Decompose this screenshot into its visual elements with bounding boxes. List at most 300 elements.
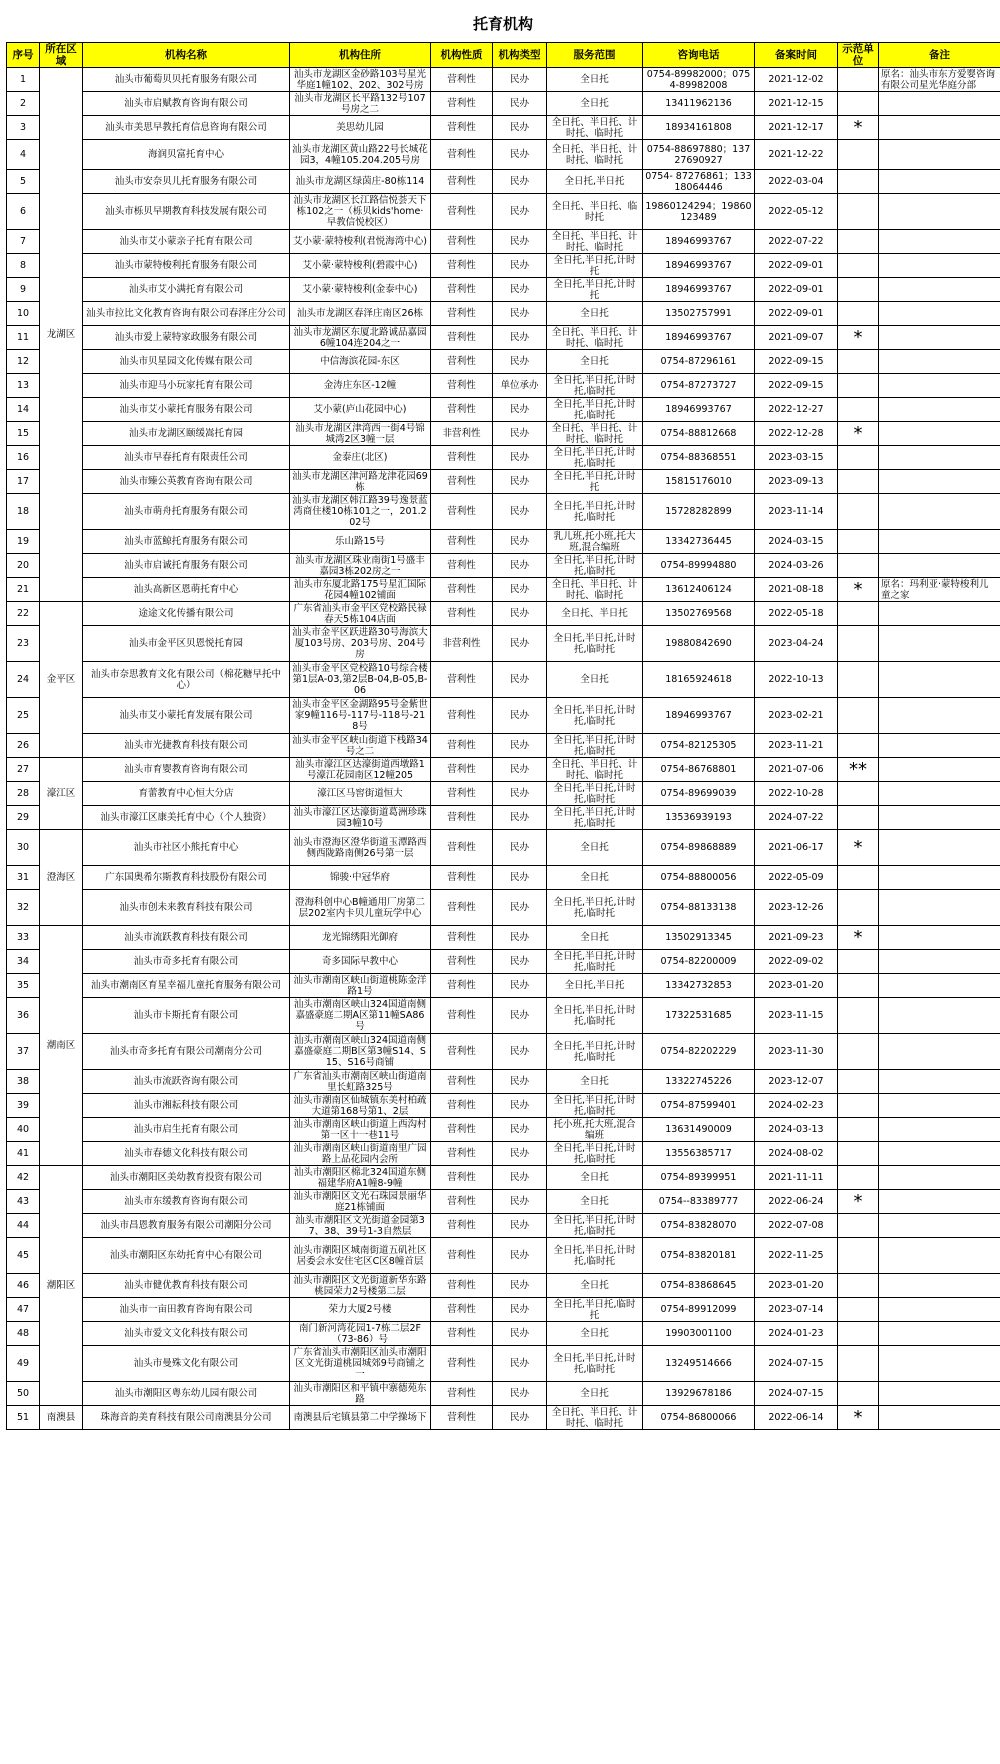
institution-nature: 营利性 xyxy=(431,494,493,530)
service-scope: 全日托,半日托 xyxy=(547,974,643,998)
institution-type: 民办 xyxy=(493,1382,547,1406)
row-index: 45 xyxy=(7,1238,40,1274)
header-scope: 服务范围 xyxy=(547,43,643,68)
filing-date: 2023-11-21 xyxy=(755,734,838,758)
filing-date: 2021-11-11 xyxy=(755,1166,838,1190)
institution-nature: 营利性 xyxy=(431,68,493,92)
institution-address: 荣力大厦2号楼 xyxy=(290,1298,431,1322)
institution-address: 汕头市金平区峡山街道下栈路34号之二 xyxy=(290,734,431,758)
table-row xyxy=(7,140,1000,170)
institution-address: 广东省汕头市潮南区峡山街道南里长虹路325号 xyxy=(290,1070,431,1094)
table-row xyxy=(7,422,1000,446)
institution-address: 汕头市潮南区峡山324国道南侧嘉盛豪庭二期A区第11幢SA86号 xyxy=(290,998,431,1034)
service-scope: 全日托 xyxy=(547,302,643,326)
institution-name: 汕头市臻公英教育咨询有限公司 xyxy=(83,470,290,494)
institution-type: 民办 xyxy=(493,926,547,950)
contact-phone: 0754-87296161 xyxy=(643,350,755,374)
contact-phone: 0754--83389777 xyxy=(643,1190,755,1214)
model-unit-mark xyxy=(838,446,879,470)
institution-name: 汕头市启赋教育咨询有限公司 xyxy=(83,92,290,116)
contact-phone: 0754-89982000；0754-89982008 xyxy=(643,68,755,92)
remark xyxy=(879,1298,1000,1322)
service-scope: 全日托,半日托,计时托 xyxy=(547,470,643,494)
institution-nature: 营利性 xyxy=(431,806,493,830)
region-cell: 龙湖区 xyxy=(40,68,83,602)
header-model-unit: 示范单位 xyxy=(838,43,879,68)
remark xyxy=(879,554,1000,578)
filing-date: 2022-09-15 xyxy=(755,350,838,374)
service-scope: 全日托,半日托,计时托,临时托 xyxy=(547,1094,643,1118)
row-index: 18 xyxy=(7,494,40,530)
table-row xyxy=(7,554,1000,578)
contact-phone: 15728282899 xyxy=(643,494,755,530)
institution-address: 汕头市潮南区峡山324国道南侧嘉盛豪庭二期B区第3幢S14、S15、S16号商铺 xyxy=(290,1034,431,1070)
institution-name: 汕头市蒙特梭利托育服务有限公司 xyxy=(83,254,290,278)
table-row xyxy=(7,926,1000,950)
row-index: 10 xyxy=(7,302,40,326)
institution-nature: 营利性 xyxy=(431,254,493,278)
institution-name: 汕头市龙湖区颐缓嵩托育园 xyxy=(83,422,290,446)
institution-type: 单位承办 xyxy=(493,374,547,398)
service-scope: 全日托、半日托、计时托、临时托 xyxy=(547,1406,643,1430)
contact-phone: 0754-83828070 xyxy=(643,1214,755,1238)
institution-nature: 营利性 xyxy=(431,698,493,734)
institution-name: 汕头市社区小熊托育中心 xyxy=(83,830,290,866)
table-row xyxy=(7,662,1000,698)
row-index: 27 xyxy=(7,758,40,782)
contact-phone: 19860124294；19860123489 xyxy=(643,194,755,230)
service-scope: 全日托,半日托,计时托,临时托 xyxy=(547,998,643,1034)
filing-date: 2024-08-02 xyxy=(755,1142,838,1166)
remark xyxy=(879,194,1000,230)
institution-address: 乐山路15号 xyxy=(290,530,431,554)
institution-address: 艾小蒙·蒙特梭利(金泰中心) xyxy=(290,278,431,302)
filing-date: 2022-12-28 xyxy=(755,422,838,446)
institution-address: 美思幼儿园 xyxy=(290,116,431,140)
model-unit-mark xyxy=(838,194,879,230)
institution-name: 汕头市湘耘科技有限公司 xyxy=(83,1094,290,1118)
institution-address: 汕头市潮阳区文光街道金园第37、38、39号1-3自然层 xyxy=(290,1214,431,1238)
institution-address: 汕头市澄海区澄华街道玉潭路西侧西陇路南侧26号第一层 xyxy=(290,830,431,866)
institution-nature: 营利性 xyxy=(431,302,493,326)
institution-name: 汕头市金平区贝恩悦托育园 xyxy=(83,626,290,662)
table-row xyxy=(7,782,1000,806)
service-scope: 全日托、半日托、计时托、临时托 xyxy=(547,116,643,140)
contact-phone: 17322531685 xyxy=(643,998,755,1034)
contact-phone: 0754-86768801 xyxy=(643,758,755,782)
table-row xyxy=(7,374,1000,398)
filing-date: 2023-07-14 xyxy=(755,1298,838,1322)
table-row xyxy=(7,350,1000,374)
remark xyxy=(879,830,1000,866)
row-index: 39 xyxy=(7,1094,40,1118)
institution-nature: 营利性 xyxy=(431,140,493,170)
institution-name: 汕头市艾小满托育有限公司 xyxy=(83,278,290,302)
filing-date: 2021-09-23 xyxy=(755,926,838,950)
institution-type: 民办 xyxy=(493,1298,547,1322)
institution-address: 广东省汕头市潮阳区汕头市潮阳区文光街道桃园城郊9号商铺之一 xyxy=(290,1346,431,1382)
filing-date: 2023-09-13 xyxy=(755,470,838,494)
filing-date: 2022-09-01 xyxy=(755,254,838,278)
filing-date: 2023-01-20 xyxy=(755,974,838,998)
institution-address: 汕头市龙湖区黄山路22号长城花园3，4幢105.204.205号房 xyxy=(290,140,431,170)
service-scope: 全日托,半日托,计时托,临时托 xyxy=(547,1214,643,1238)
institution-nature: 营利性 xyxy=(431,890,493,926)
contact-phone: 18946993767 xyxy=(643,698,755,734)
row-index: 16 xyxy=(7,446,40,470)
institution-name: 海润贝富托育中心 xyxy=(83,140,290,170)
remark xyxy=(879,866,1000,890)
table-row xyxy=(7,626,1000,662)
remark xyxy=(879,470,1000,494)
row-index: 1 xyxy=(7,68,40,92)
institution-address: 艾小蒙·蒙特梭利(君悦海湾中心) xyxy=(290,230,431,254)
table-row xyxy=(7,494,1000,530)
institution-type: 民办 xyxy=(493,92,547,116)
contact-phone: 13342732853 xyxy=(643,974,755,998)
table-row xyxy=(7,950,1000,974)
contact-phone: 0754- 87276861；13318064446 xyxy=(643,170,755,194)
service-scope: 全日托,半日托,计时托 xyxy=(547,254,643,278)
table-row xyxy=(7,1382,1000,1406)
model-unit-mark xyxy=(838,1346,879,1382)
table-row xyxy=(7,974,1000,998)
institution-name: 汕头市春德文化科技有限公司 xyxy=(83,1142,290,1166)
institution-nature: 营利性 xyxy=(431,1322,493,1346)
remark xyxy=(879,350,1000,374)
institution-nature: 营利性 xyxy=(431,926,493,950)
row-index: 13 xyxy=(7,374,40,398)
service-scope: 全日托 xyxy=(547,92,643,116)
institution-type: 民办 xyxy=(493,554,547,578)
institution-name: 汕头市蓝鲸托育服务有限公司 xyxy=(83,530,290,554)
institution-type: 民办 xyxy=(493,326,547,350)
table-body xyxy=(7,68,1000,1430)
remark xyxy=(879,998,1000,1034)
model-unit-mark xyxy=(838,554,879,578)
institution-address: 汕头市龙湖区韩江路39号逸景蓝湾商住楼10栋101之一，201.202号 xyxy=(290,494,431,530)
model-unit-mark xyxy=(838,698,879,734)
row-index: 32 xyxy=(7,890,40,926)
header-nature: 机构性质 xyxy=(431,43,493,68)
table-row xyxy=(7,1070,1000,1094)
table-row xyxy=(7,1190,1000,1214)
filing-date: 2023-11-30 xyxy=(755,1034,838,1070)
model-unit-mark xyxy=(838,1238,879,1274)
model-unit-mark xyxy=(838,1094,879,1118)
institution-name: 汕头市创未来教育科技有限公司 xyxy=(83,890,290,926)
service-scope: 全日托,半日托,计时托,临时托 xyxy=(547,806,643,830)
contact-phone: 13502913345 xyxy=(643,926,755,950)
table-row xyxy=(7,1322,1000,1346)
institution-name: 汕头市安奈贝儿托育服务有限公司 xyxy=(83,170,290,194)
row-index: 20 xyxy=(7,554,40,578)
contact-phone: 0754-89994880 xyxy=(643,554,755,578)
filing-date: 2023-04-24 xyxy=(755,626,838,662)
institution-type: 民办 xyxy=(493,422,547,446)
remark xyxy=(879,1346,1000,1382)
table-row xyxy=(7,278,1000,302)
model-unit-mark xyxy=(838,494,879,530)
institution-type: 民办 xyxy=(493,830,547,866)
institution-name: 汕头市奇多托育有限公司潮南分公司 xyxy=(83,1034,290,1070)
remark xyxy=(879,1274,1000,1298)
filing-date: 2024-03-13 xyxy=(755,1118,838,1142)
model-unit-mark xyxy=(838,530,879,554)
table-row xyxy=(7,866,1000,890)
institution-name: 汕头市潮南区育星幸福儿童托育服务有限公司 xyxy=(83,974,290,998)
institution-type: 民办 xyxy=(493,1406,547,1430)
model-unit-mark xyxy=(838,254,879,278)
row-index: 19 xyxy=(7,530,40,554)
institution-nature: 营利性 xyxy=(431,470,493,494)
table-row xyxy=(7,1094,1000,1118)
remark xyxy=(879,782,1000,806)
institution-type: 民办 xyxy=(493,1034,547,1070)
filing-date: 2022-05-09 xyxy=(755,866,838,890)
institution-address: 濠江区马窖街道恒大 xyxy=(290,782,431,806)
filing-date: 2023-11-15 xyxy=(755,998,838,1034)
row-index: 9 xyxy=(7,278,40,302)
service-scope: 全日托,半日托,计时托,临时托 xyxy=(547,446,643,470)
remark xyxy=(879,662,1000,698)
filing-date: 2022-06-14 xyxy=(755,1406,838,1430)
row-index: 34 xyxy=(7,950,40,974)
filing-date: 2022-07-22 xyxy=(755,230,838,254)
service-scope: 全日托 xyxy=(547,1274,643,1298)
row-index: 37 xyxy=(7,1034,40,1070)
row-index: 4 xyxy=(7,140,40,170)
row-index: 21 xyxy=(7,578,40,602)
institution-address: 汕头市濠江区达濠街道西墩路1号濠江花园南区12幢205 xyxy=(290,758,431,782)
service-scope: 全日托,半日托,计时托,临时托 xyxy=(547,698,643,734)
table-row xyxy=(7,230,1000,254)
institution-nature: 营利性 xyxy=(431,950,493,974)
institution-nature: 营利性 xyxy=(431,1070,493,1094)
institution-nature: 营利性 xyxy=(431,530,493,554)
institution-address: 金涛庄东区-12幢 xyxy=(290,374,431,398)
row-index: 17 xyxy=(7,470,40,494)
row-index: 49 xyxy=(7,1346,40,1382)
model-unit-mark xyxy=(838,626,879,662)
institution-address: 锦骏·中冠华府 xyxy=(290,866,431,890)
institution-nature: 营利性 xyxy=(431,782,493,806)
service-scope: 全日托,半日托,计时托,临时托 xyxy=(547,626,643,662)
institution-nature: 营利性 xyxy=(431,578,493,602)
institution-name: 广东国奥希尔斯教育科技股份有限公司 xyxy=(83,866,290,890)
institution-nature: 营利性 xyxy=(431,1214,493,1238)
institution-nature: 营利性 xyxy=(431,170,493,194)
remark: 原名：玛利亚·蒙特梭利儿童之家 xyxy=(879,578,1000,602)
remark xyxy=(879,806,1000,830)
filing-date: 2022-09-01 xyxy=(755,302,838,326)
remark xyxy=(879,374,1000,398)
institution-nature: 营利性 xyxy=(431,1274,493,1298)
institution-name: 汕头市健优教育科技有限公司 xyxy=(83,1274,290,1298)
service-scope: 全日托,半日托,计时托,临时托 xyxy=(547,1142,643,1166)
contact-phone: 18946993767 xyxy=(643,254,755,278)
region-cell: 澄海区 xyxy=(40,830,83,926)
row-index: 38 xyxy=(7,1070,40,1094)
row-index: 44 xyxy=(7,1214,40,1238)
institution-name: 汕头市曼殊文化有限公司 xyxy=(83,1346,290,1382)
institution-address: 汕头市龙湖区绿茵庄-80栋114 xyxy=(290,170,431,194)
model-unit-mark: * xyxy=(838,926,879,950)
remark xyxy=(879,1238,1000,1274)
contact-phone: 0754-88812668 xyxy=(643,422,755,446)
institution-name: 汕头高新区恩萌托育中心 xyxy=(83,578,290,602)
institution-address: 汕头市龙湖区津河路龙津花园69栋 xyxy=(290,470,431,494)
institution-type: 民办 xyxy=(493,950,547,974)
contact-phone: 13612406124 xyxy=(643,578,755,602)
model-unit-mark xyxy=(838,1214,879,1238)
institution-name: 汕头市美思早教托育信息咨询有限公司 xyxy=(83,116,290,140)
institution-name: 汕头市潮阳区粤东幼儿园有限公司 xyxy=(83,1382,290,1406)
institution-type: 民办 xyxy=(493,1346,547,1382)
institution-nature: 营利性 xyxy=(431,1118,493,1142)
service-scope: 全日托 xyxy=(547,1190,643,1214)
row-index: 31 xyxy=(7,866,40,890)
institution-name: 汕头市艾小蒙托育发展有限公司 xyxy=(83,698,290,734)
document-title: 托育机构 xyxy=(472,15,533,33)
institution-address: 广东省汕头市金平区党校路民禄春天5栋104店面 xyxy=(290,602,431,626)
remark xyxy=(879,1034,1000,1070)
service-scope: 托小班,托大班,混合编班 xyxy=(547,1118,643,1142)
remark xyxy=(879,230,1000,254)
institution-name: 汕头市昌恩教育服务有限公司潮阳分公司 xyxy=(83,1214,290,1238)
table-row xyxy=(7,1166,1000,1190)
contact-phone: 18946993767 xyxy=(643,278,755,302)
row-index: 3 xyxy=(7,116,40,140)
institution-name: 汕头市潮阳区美幼教育投资有限公司 xyxy=(83,1166,290,1190)
institution-type: 民办 xyxy=(493,974,547,998)
institution-type: 民办 xyxy=(493,1190,547,1214)
table-row xyxy=(7,446,1000,470)
header-note: 备注 xyxy=(879,43,1000,68)
remark xyxy=(879,626,1000,662)
table-row xyxy=(7,734,1000,758)
service-scope: 全日托,半日托,计时托,临时托 xyxy=(547,554,643,578)
remark xyxy=(879,1070,1000,1094)
institution-address: 汕头市潮阳区棉北324国道东侧福建华府A1幢8-9幢 xyxy=(290,1166,431,1190)
contact-phone: 13536939193 xyxy=(643,806,755,830)
institution-address: 汕头市龙湖区东厦北路诚品嘉园6幢104连204之一 xyxy=(290,326,431,350)
institution-type: 民办 xyxy=(493,578,547,602)
service-scope: 全日托 xyxy=(547,68,643,92)
filing-date: 2022-09-01 xyxy=(755,278,838,302)
institution-type: 民办 xyxy=(493,1094,547,1118)
table-row xyxy=(7,1274,1000,1298)
model-unit-mark: * xyxy=(838,422,879,446)
row-index: 42 xyxy=(7,1166,40,1190)
row-index: 12 xyxy=(7,350,40,374)
institution-address: 龙光锦绣阳光御府 xyxy=(290,926,431,950)
table-row xyxy=(7,470,1000,494)
table-row xyxy=(7,302,1000,326)
row-index: 43 xyxy=(7,1190,40,1214)
model-unit-mark: * xyxy=(838,1406,879,1430)
contact-phone: 0754-83868645 xyxy=(643,1274,755,1298)
institution-type: 民办 xyxy=(493,116,547,140)
contact-phone: 0754-88133138 xyxy=(643,890,755,926)
model-unit-mark xyxy=(838,1322,879,1346)
institution-nature: 营利性 xyxy=(431,866,493,890)
service-scope: 全日托、半日托 xyxy=(547,602,643,626)
institution-name: 汕头市拉比文化教育咨询有限公司春泽庄分公司 xyxy=(83,302,290,326)
institution-type: 民办 xyxy=(493,350,547,374)
row-index: 46 xyxy=(7,1274,40,1298)
institution-name: 汕头市潮阳区东幼托育中心有限公司 xyxy=(83,1238,290,1274)
institution-type: 民办 xyxy=(493,866,547,890)
filing-date: 2022-07-08 xyxy=(755,1214,838,1238)
model-unit-mark xyxy=(838,998,879,1034)
filing-date: 2024-03-15 xyxy=(755,530,838,554)
remark xyxy=(879,1190,1000,1214)
service-scope: 全日托,半日托 xyxy=(547,170,643,194)
contact-phone: 0754-82202229 xyxy=(643,1034,755,1070)
childcare-institution-table xyxy=(6,42,1000,1430)
contact-phone: 15815176010 xyxy=(643,470,755,494)
remark xyxy=(879,530,1000,554)
service-scope: 全日托 xyxy=(547,1382,643,1406)
model-unit-mark xyxy=(838,92,879,116)
table-row xyxy=(7,698,1000,734)
institution-address: 汕头市金平区金湖路95号金紫世家9幢116号-117号-118号-218号 xyxy=(290,698,431,734)
filing-date: 2022-05-18 xyxy=(755,602,838,626)
filing-date: 2022-06-24 xyxy=(755,1190,838,1214)
institution-address: 汕头市龙湖区长平路132号107号房之二 xyxy=(290,92,431,116)
model-unit-mark xyxy=(838,950,879,974)
service-scope: 全日托,半日托,计时托,临时托 xyxy=(547,1238,643,1274)
table-row xyxy=(7,1034,1000,1070)
table-row xyxy=(7,806,1000,830)
institution-type: 民办 xyxy=(493,998,547,1034)
filing-date: 2022-05-12 xyxy=(755,194,838,230)
institution-type: 民办 xyxy=(493,194,547,230)
filing-date: 2022-09-15 xyxy=(755,374,838,398)
service-scope: 全日托,半日托,计时托,临时托 xyxy=(547,890,643,926)
institution-nature: 营利性 xyxy=(431,446,493,470)
institution-name: 汕头市启生托育有限公司 xyxy=(83,1118,290,1142)
model-unit-mark xyxy=(838,398,879,422)
row-index: 28 xyxy=(7,782,40,806)
table-row xyxy=(7,830,1000,866)
contact-phone: 19903001100 xyxy=(643,1322,755,1346)
header-address: 机构住所 xyxy=(290,43,431,68)
remark xyxy=(879,1142,1000,1166)
table-row xyxy=(7,758,1000,782)
table-row xyxy=(7,998,1000,1034)
filing-date: 2023-01-20 xyxy=(755,1274,838,1298)
model-unit-mark xyxy=(838,1034,879,1070)
row-index: 30 xyxy=(7,830,40,866)
contact-phone: 18946993767 xyxy=(643,326,755,350)
remark: 原名：汕头市东方爱婴咨询有限公司星光华庭分部 xyxy=(879,68,1000,92)
filing-date: 2024-07-15 xyxy=(755,1382,838,1406)
contact-phone: 0754-82200009 xyxy=(643,950,755,974)
remark xyxy=(879,1094,1000,1118)
institution-name: 途途文化传播有限公司 xyxy=(83,602,290,626)
remark xyxy=(879,398,1000,422)
filing-date: 2024-01-23 xyxy=(755,1322,838,1346)
model-unit-mark: * xyxy=(838,326,879,350)
institution-nature: 营利性 xyxy=(431,1166,493,1190)
institution-name: 汕头市早春托育有限责任公司 xyxy=(83,446,290,470)
remark xyxy=(879,950,1000,974)
institution-address: 南门新河湾花园1-7栋二层2F（73-86）号 xyxy=(290,1322,431,1346)
institution-type: 民办 xyxy=(493,602,547,626)
institution-nature: 营利性 xyxy=(431,92,493,116)
